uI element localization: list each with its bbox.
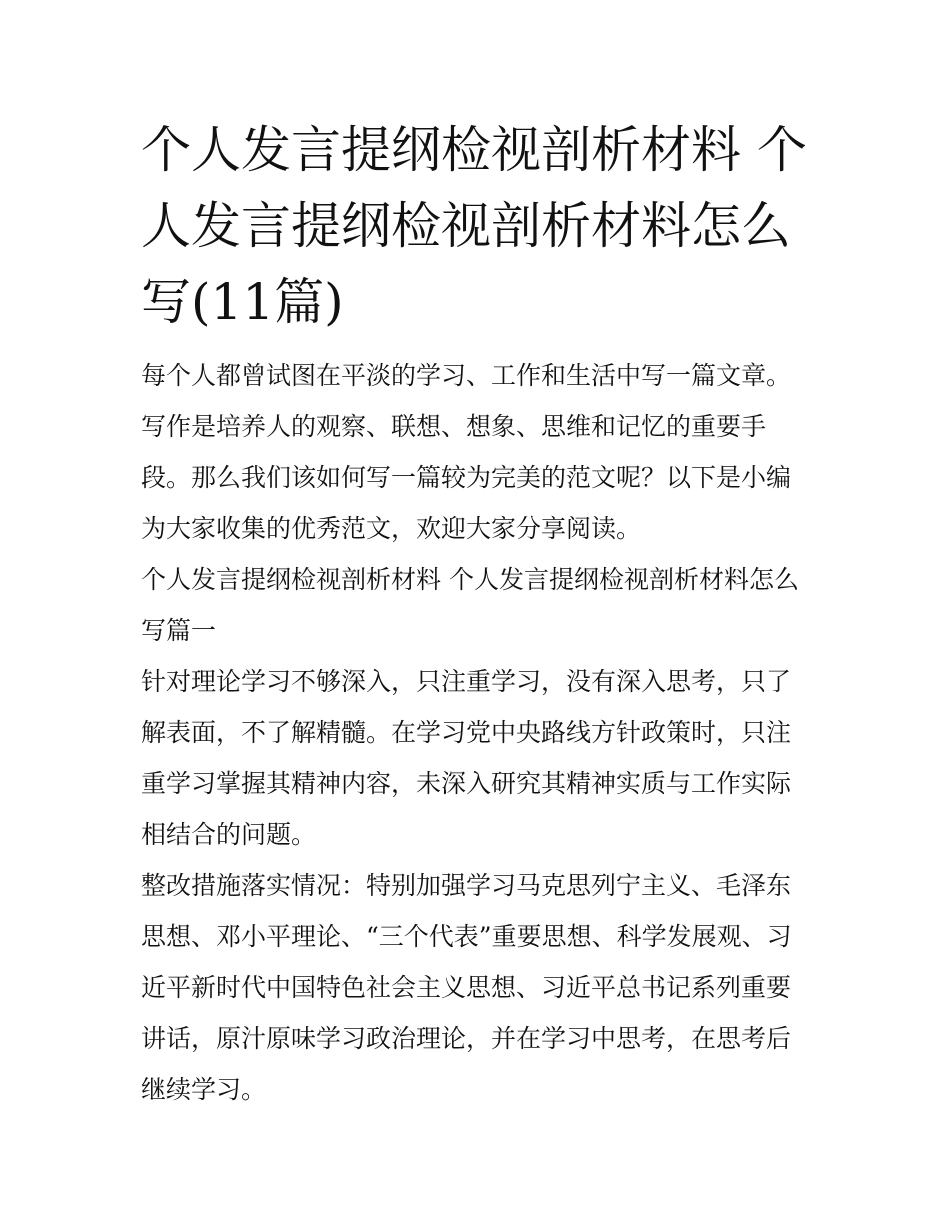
intro-paragraph: 每个人都曾试图在平淡的学习、工作和生活中写一篇文章。写作是培养人的观察、联想、想象、思维和记忆的重要手段。那么我们该如何写一篇较为完美的范文呢？以下是小编为大家收集的优秀范文，欢迎大家分享阅读。: [141, 361, 792, 543]
document-body: [141, 112, 813, 1115]
section-heading: 个人发言提纲检视剖析材料 个人发言提纲检视剖析材料怎么写篇一: [141, 565, 799, 645]
problem-paragraph: 针对理论学习不够深入，只注重学习，没有深入思考，只了解表面，不了解精髓。在学习党中央路线方针政策时，只注重学习掌握其精神内容，未深入研究其精神实质与工作实际相结合的问题。: [141, 667, 792, 849]
rectification-paragraph: 整改措施落实情况：特别加强学习马克思列宁主义、毛泽东思想、邓小平理论、“三个代表”重要思想、科学发展观、习近平新时代中国特色社会主义思想、习近平总书记系列重要讲话，原汁原味学习政治理论，并在学习中思考，在思考后继续学习。: [141, 871, 792, 1104]
document-title: 个人发言提纲检视剖析材料 个人发言提纲检视剖析材料怎么写(11篇): [141, 121, 807, 331]
